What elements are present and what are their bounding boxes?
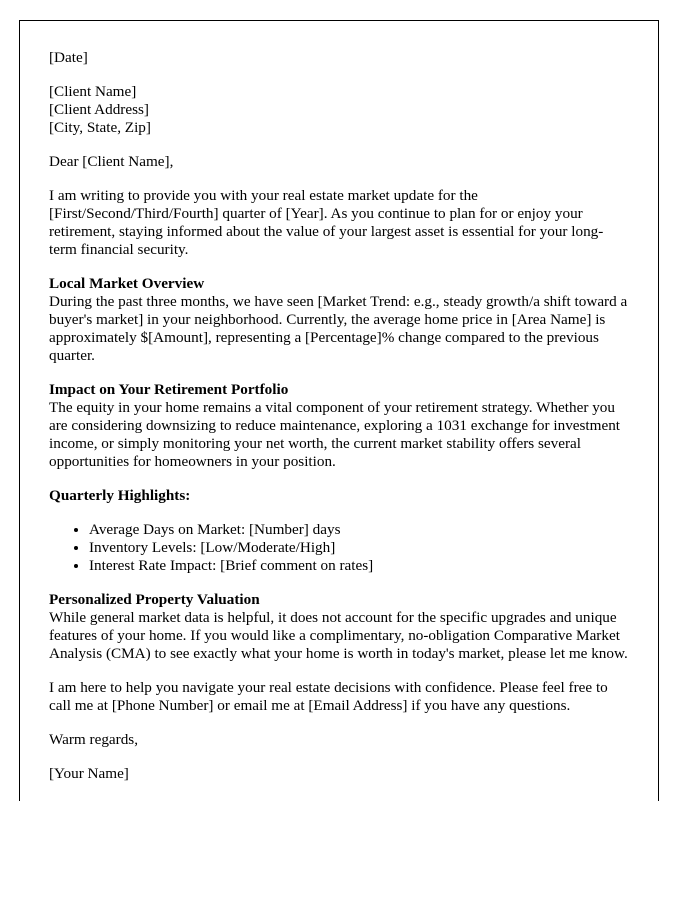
retirement-impact-heading: Impact on Your Retirement Portfolio (49, 381, 289, 398)
retirement-impact-section (49, 381, 629, 471)
signature: [Your Name] (49, 765, 129, 782)
highlights-heading: Quarterly Highlights: (49, 487, 191, 504)
valuation-body: While general market data is helpful, it does not account for the specific upgrades and unique features of your home. If you would like a complimentary, no-obligation Comparative Market Analysis (CMA) to see exactly what your home is worth in today's market, please let me know. (49, 609, 628, 662)
recipient-name: [Client Name] (49, 83, 137, 100)
market-overview-heading: Local Market Overview (49, 275, 205, 292)
highlight-item-interest-rate: • Interest Rate Impact: [Brief comment on rates] (89, 557, 629, 575)
highlight-item-inventory: • Inventory Levels: [Low/Moderate/High] (89, 539, 629, 557)
letter-content (49, 49, 629, 783)
recipient-city: [City, State, Zip] (49, 119, 151, 136)
recipient-block (49, 83, 629, 137)
retirement-impact-body: The equity in your home remains a vital component of your retirement strategy. Whether you are considering downsizing to reduce maintenance, exploring a 1031 exchange for investment income, or simply monitoring your net worth, the current market stability offers several opportunities for homeowners in your position. (49, 399, 621, 470)
highlights-list (49, 521, 629, 575)
signoff: Warm regards, (49, 731, 139, 748)
highlight-item-days-on-market: • Average Days on Market: [Number] days (89, 521, 629, 539)
recipient-address: [Client Address] (49, 101, 149, 118)
letter-page (19, 20, 659, 801)
valuation-section (49, 591, 629, 663)
valuation-heading: Personalized Property Valuation (49, 591, 260, 608)
market-overview-section (49, 275, 629, 365)
letter-date: [Date] (49, 49, 88, 66)
market-overview-body: During the past three months, we have seen [Market Trend: e.g., steady growth/a shift toward a buyer's market] in your neighborhood. Currently, the average home price in [Area Name] is approximately $[Amount], representing a [Percentage]% change compared to the previous quarter. (49, 293, 628, 364)
closing-paragraph: I am here to help you navigate your real estate decisions with confidence. Please feel free to call me at [Phone Number] or email me at [Email Address] if you have any questions. (49, 679, 608, 714)
intro-paragraph: I am writing to provide you with your real estate market update for the [First/Second/Third/Fourth] quarter of [Year]. As you continue to plan for or enjoy your retirement, staying informed about the value of your largest asset is essential for your long-term financial security. (49, 187, 604, 258)
salutation: Dear [Client Name], (49, 153, 174, 170)
